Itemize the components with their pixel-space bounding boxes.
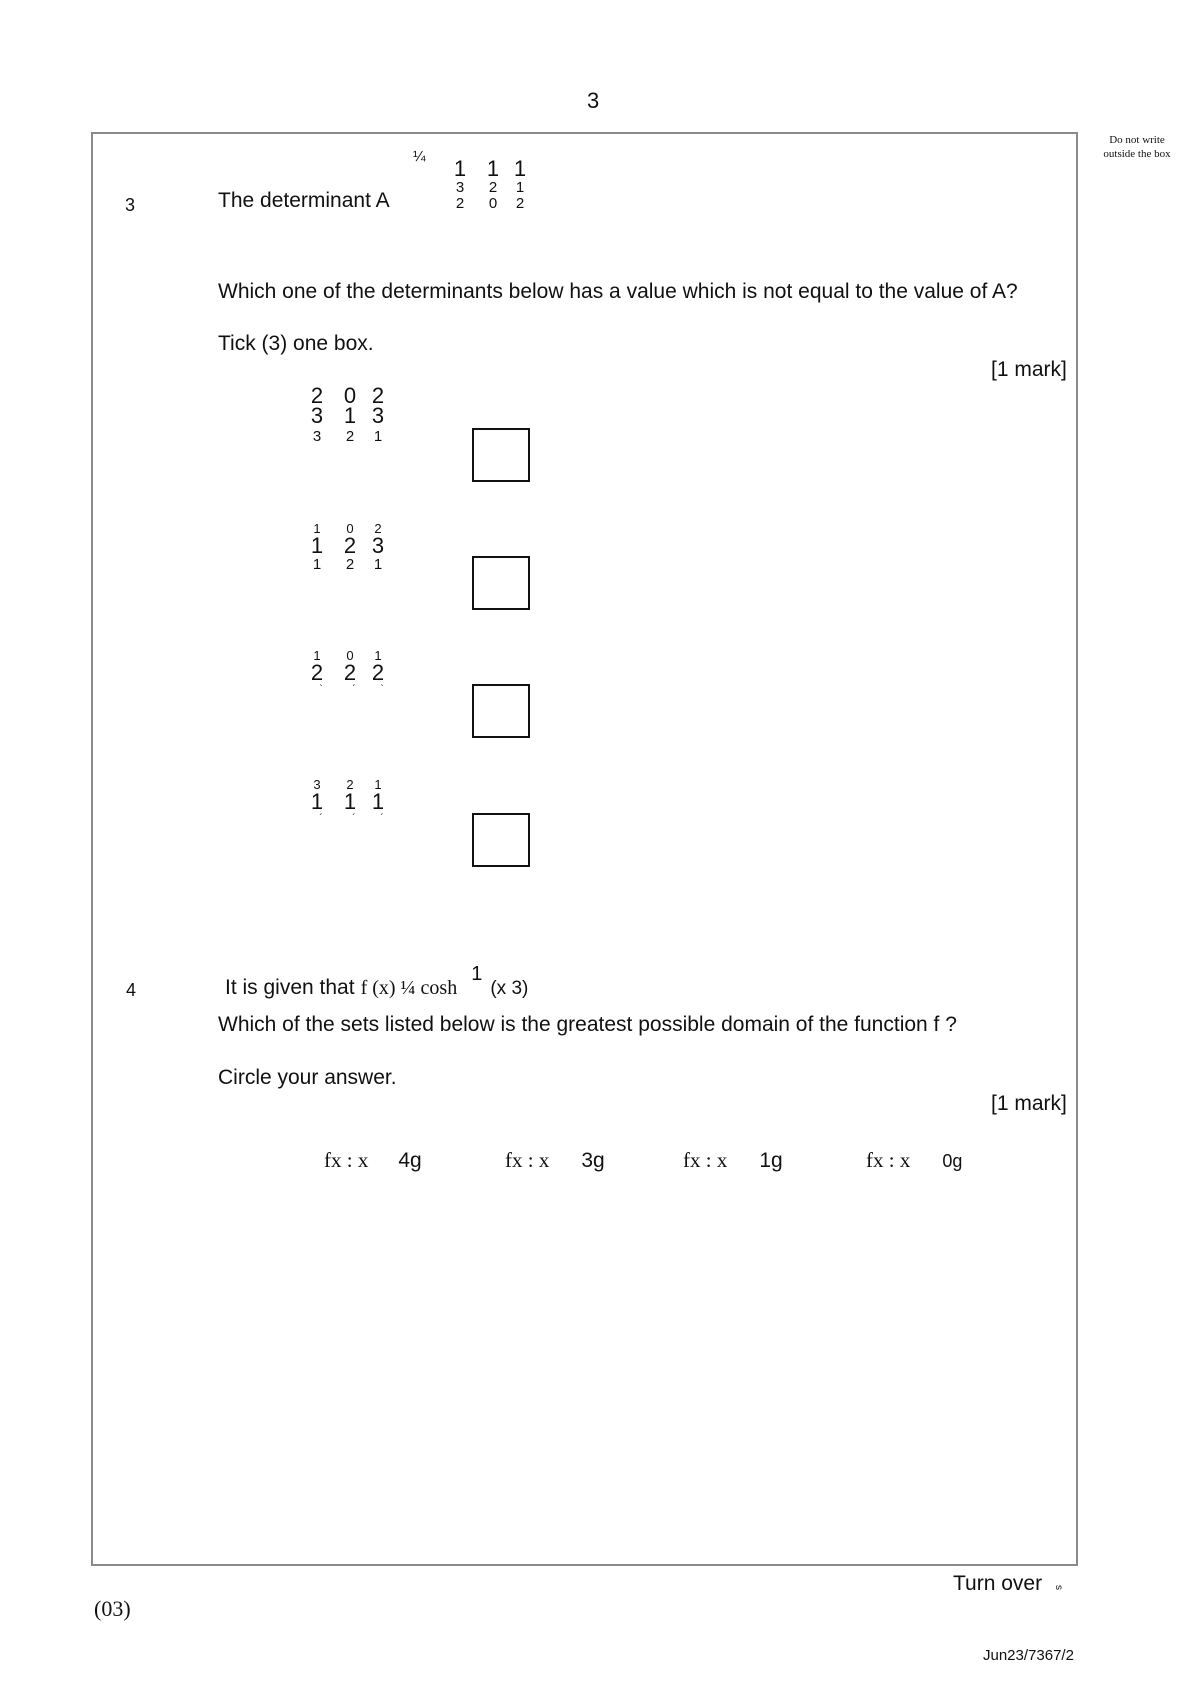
question-4-instruction: Circle your answer.	[218, 1066, 397, 1089]
domain-set-label: fx : x	[683, 1148, 728, 1172]
option-cell: 3	[312, 428, 322, 445]
matrix-a-cell: 2	[455, 195, 465, 212]
question-4-given	[225, 963, 529, 1000]
matrix-a-cell: 1	[515, 179, 525, 196]
option-cell: 2	[345, 428, 355, 445]
domain-bound: 3g	[581, 1149, 605, 1172]
domain-set-label: fx : x	[866, 1148, 911, 1172]
matrix-a-cell: 1	[513, 156, 527, 181]
option-cell: 1	[373, 428, 383, 445]
option-cell: 1	[313, 648, 321, 663]
option-cell: 2	[371, 383, 385, 408]
function-argument: (x 3)	[490, 978, 529, 999]
question-3-text: Which one of the determinants below has a value which is not equal to the value of A?	[218, 280, 1018, 303]
option-cell: 3	[310, 403, 324, 428]
option-cell: 2	[374, 521, 382, 536]
matrix-a-cell: 2	[488, 179, 498, 196]
question-3-intro: The determinant A	[218, 189, 390, 212]
domain-set-label: fx : x	[505, 1148, 550, 1172]
option-cell: 1	[310, 533, 324, 558]
turn-over-arrow-icon: s	[1053, 1585, 1065, 1590]
option-cell: 0	[343, 383, 357, 408]
turn-over-label	[953, 1572, 1065, 1596]
option-cell: 2	[310, 383, 324, 408]
question-3-number: 3	[125, 195, 136, 215]
paper-reference: Jun23/7367/2	[983, 1647, 1074, 1664]
option-cell: 2	[346, 777, 354, 792]
option-cell: ´	[380, 813, 384, 824]
question-4-given-prefix: It is given that	[225, 976, 355, 999]
option-cell: `	[319, 684, 323, 695]
domain-bound: 4g	[398, 1149, 422, 1172]
matrix-a-cell: 1	[486, 156, 500, 181]
domain-set-label: fx : x	[324, 1148, 369, 1172]
question-4-number: 4	[126, 980, 137, 1000]
option-cell: 2	[343, 533, 357, 558]
page-code: (03)	[94, 1596, 131, 1621]
option-cell: 0	[346, 648, 354, 663]
option-cell: 1	[310, 789, 324, 814]
option-cell: 1	[312, 556, 322, 573]
option-cell: 1	[373, 556, 383, 573]
quarter-symbol: ¼	[413, 148, 426, 165]
option-cell: 3	[371, 403, 385, 428]
function-expression: f (x) ¼ cosh	[360, 977, 458, 999]
option-cell: `	[380, 684, 384, 695]
tick-box-option-2[interactable]	[472, 556, 530, 610]
question-3-instruction: Tick (3) one box.	[218, 332, 374, 355]
question-3-mark: [1 mark]	[991, 358, 1067, 381]
turn-over-text: Turn over	[953, 1572, 1043, 1595]
option-cell: ´	[319, 813, 323, 824]
matrix-a-cell: 3	[455, 179, 465, 196]
domain-option-3[interactable]	[683, 1148, 783, 1173]
question-4-mark: [1 mark]	[991, 1092, 1067, 1115]
domain-bound: 0g	[942, 1151, 963, 1171]
domain-option-1[interactable]	[324, 1148, 422, 1173]
option-cell: ´	[352, 684, 356, 695]
option-cell: 3	[371, 533, 385, 558]
option-cell: 2	[310, 660, 324, 685]
page-number: 3	[587, 88, 600, 113]
option-cell: 1	[343, 789, 357, 814]
domain-bound: 1g	[759, 1149, 783, 1172]
option-cell: ´	[352, 813, 356, 824]
option-cell: 1	[343, 403, 357, 428]
matrix-a-cell: 2	[515, 195, 525, 212]
option-cell: 3	[313, 777, 321, 792]
option-cell: 1	[371, 789, 385, 814]
domain-option-4[interactable]	[866, 1148, 962, 1173]
option-cell: 1	[374, 648, 382, 663]
option-cell: 0	[346, 521, 354, 536]
option-cell: 2	[345, 556, 355, 573]
margin-note: Do not write outside the box	[1103, 134, 1171, 160]
tick-box-option-4[interactable]	[472, 813, 530, 867]
option-cell: 1	[313, 521, 321, 536]
inverse-superscript: 1	[471, 963, 483, 985]
tick-box-option-1[interactable]	[472, 428, 530, 482]
option-cell: 1	[374, 777, 382, 792]
tick-box-option-3[interactable]	[472, 684, 530, 738]
question-4-text: Which of the sets listed below is the greatest possible domain of the function f ?	[218, 1013, 957, 1036]
matrix-a-cell: 1	[453, 156, 467, 181]
domain-option-2[interactable]	[505, 1148, 605, 1173]
option-cell: 2	[371, 660, 385, 685]
matrix-a-cell: 0	[488, 195, 498, 212]
option-cell: 2	[343, 660, 357, 685]
